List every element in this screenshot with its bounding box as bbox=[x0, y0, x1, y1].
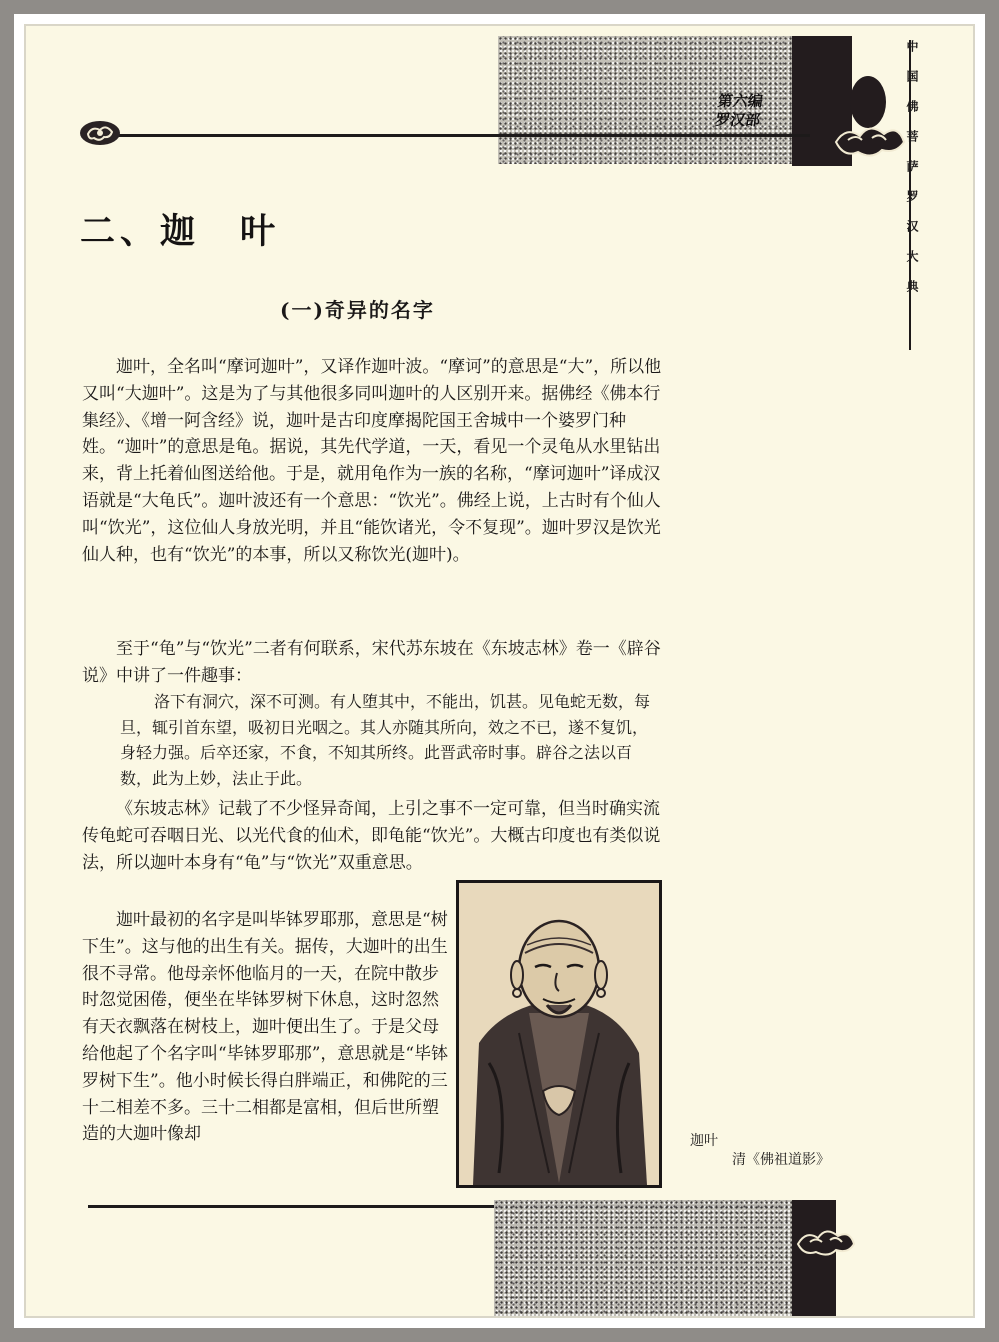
cloud-scroll-icon bbox=[78, 117, 122, 149]
kasyapa-portrait bbox=[459, 883, 659, 1185]
footer-texture-band bbox=[494, 1200, 794, 1316]
paragraph-4: 迦叶最初的名字是叫毕钵罗耶那，意思是“树下生”。这与他的出生有关。据传，大迦叶的出生很不寻常。他母亲怀他临月的一天，在院中散步时忽觉困倦，便坐在毕钵罗树下休息，这时忽然有天衣飘落在树枝上，迦叶便出生了。于是父母给他起了个名字叫“毕钵罗耶那”，意思就是“毕钵罗树下生”。他小时候长得白胖端正，和佛陀的三十二相差不多。三十二相都是富相，但后世所塑造的大迦叶像却 bbox=[82, 910, 449, 1145]
chapter-title: 二、迦 叶 bbox=[80, 212, 281, 252]
paragraph-2: 至于“龟”与“饮光”二者有何联系，宋代苏东坡在《东坡志林》卷一《辟谷说》中讲了一件趣事： bbox=[82, 639, 661, 686]
section-subtitle: (一)奇异的名字 bbox=[280, 298, 435, 322]
figure-caption-source: 清《佛祖道影》 bbox=[732, 1152, 830, 1168]
section-label-line2: 罗汉部 bbox=[713, 111, 762, 129]
footer-cloud-icon bbox=[794, 1218, 858, 1258]
book-title-vertical: 中国佛菩萨罗汉大典 bbox=[905, 40, 919, 310]
figure-frame bbox=[456, 880, 662, 1188]
paragraph-1: 迦叶，全名叫“摩诃迦叶”，又译作迦叶波。“摩诃”的意思是“大”，所以他又叫“大迦叶”。这是为了与其他很多同叫迦叶的人区别开来。据佛经《佛本行集经》、《增一阿含经》说，迦叶是古印度摩揭陀国王舍城中一个婆罗门种姓。“迦叶”的意思是龟。据说，其先代学道，一天，看见一个灵龟从水里钻出来，背上托着仙图送给他。于是，就用龟作为一族的名称，“摩诃迦叶”译成汉语就是“大龟氏”。迦叶波还有一个意思：“饮光”。佛经上说，上古时有个仙人叫“饮光”，这位仙人身放光明，并且“能饮诸光，令不复现”。迦叶罗汉是饮光仙人种，也有“饮光”的本事，所以又称饮光(迦叶)。 bbox=[82, 357, 662, 565]
header-rule bbox=[110, 134, 810, 137]
quote-block: 洛下有洞穴，深不可测。有人堕其中，不能出，饥甚。见龟蛇无数，每旦，辄引首东望，吸初日光咽之。其人亦随其所向，效之不已，遂不复饥，身轻力强。后卒还家，不食，不知其所终。此晋武帝时事。辟谷之法以百数，此为上妙，法止于此。 bbox=[120, 692, 651, 788]
paragraph-3: 《东坡志林》记载了不少怪异奇闻，上引之事不一定可靠，但当时确实流传龟蛇可吞咽日光、以光代食的仙术，即龟能“饮光”。大概古印度也有类似说法，所以迦叶本身有“龟”与“饮光”双重意思。 bbox=[82, 799, 661, 873]
section-label-line1: 第六编 bbox=[716, 92, 765, 110]
header-cloud-ornament-icon bbox=[828, 72, 908, 164]
book-page bbox=[14, 14, 985, 1328]
section-label bbox=[701, 92, 776, 130]
figure-caption-name: 迦叶 bbox=[690, 1133, 718, 1149]
